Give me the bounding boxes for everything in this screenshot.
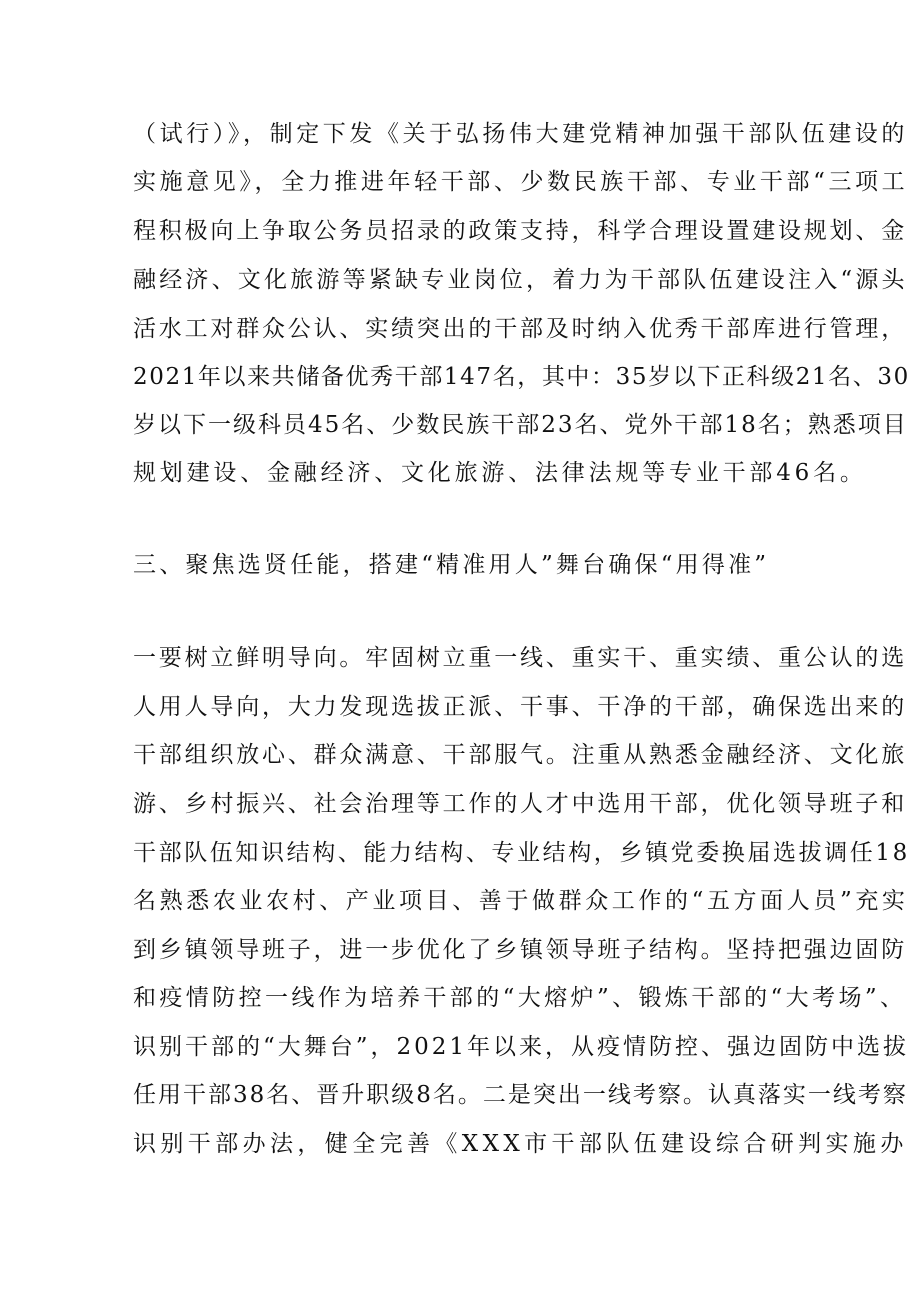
paragraph-1-line-3: 程积极向上争取公务员招录的政策支持，科学合理设置建设规划、金 [133,218,907,244]
paragraph-2-line-8: 和疫情防控一线作为培养干部的“大熔炉”、锻炼干部的“大考场”、 [133,985,907,1011]
paragraph-2-line-10: 任用干部38名、晋升职级8名。二是突出一线考察。认真落实一线考察 [133,1082,908,1108]
paragraph-1-line-2: 实施意见》，全力推进年轻干部、少数民族干部、专业干部“三项工 [133,169,909,195]
paragraph-2-line-5: 干部队伍知识结构、能力结构、专业结构，乡镇党委换届选拔调任18 [133,840,910,866]
paragraph-1-line-6: 2021年以来共储备优秀干部147名，其中：35岁以下正科级21名、30 [133,364,910,390]
paragraph-1-line-4: 融经济、文化旅游等紧缺专业岗位，着力为干部队伍建设注入“源头 [133,267,908,293]
section-heading: 三、聚焦选贤任能，搭建“精准用人”舞台确保“用得准” [133,552,770,578]
paragraph-1-line-7: 岁以下一级科员45名、少数民族干部23名、党外干部18名；熟悉项目 [133,412,908,438]
paragraph-2-line-9: 识别干部的“大舞台”，2021年以来，从疫情防控、强边固防中选拔 [133,1034,910,1060]
paragraph-2-line-3: 干部组织放心、群众满意、干部服气。注重从熟悉金融经济、文化旅 [133,742,907,768]
paragraph-2-line-2: 人用人导向，大力发现选拔正派、干事、干净的干部，确保选出来的 [133,694,907,720]
paragraph-1-line-5: 活水工对群众公认、实绩突出的干部及时纳入优秀干部库进行管理， [133,316,907,342]
paragraph-2-line-4: 游、乡村振兴、社会治理等工作的人才中选用干部，优化领导班子和 [133,791,907,817]
paragraph-2-line-7: 到乡镇领导班子，进一步优化了乡镇领导班子结构。坚持把强边固防 [133,937,907,963]
paragraph-2-line-6: 名熟悉农业农村、产业项目、善于做群众工作的“五方面人员”充实 [133,888,909,914]
paragraph-2-line-1: 一要树立鲜明导向。牢固树立重一线、重实干、重实绩、重公认的选 [133,645,907,671]
paragraph-1-line-1: （试行）》，制定下发《关于弘扬伟大建党精神加强干部队伍建设的 [133,121,908,147]
paragraph-2-line-11: 识别干部办法，健全完善《XXX市干部队伍建设综合研判实施办 [133,1131,908,1157]
paragraph-1-line-8: 规划建设、金融经济、文化旅游、法律法规等专业干部46名。 [133,460,867,486]
